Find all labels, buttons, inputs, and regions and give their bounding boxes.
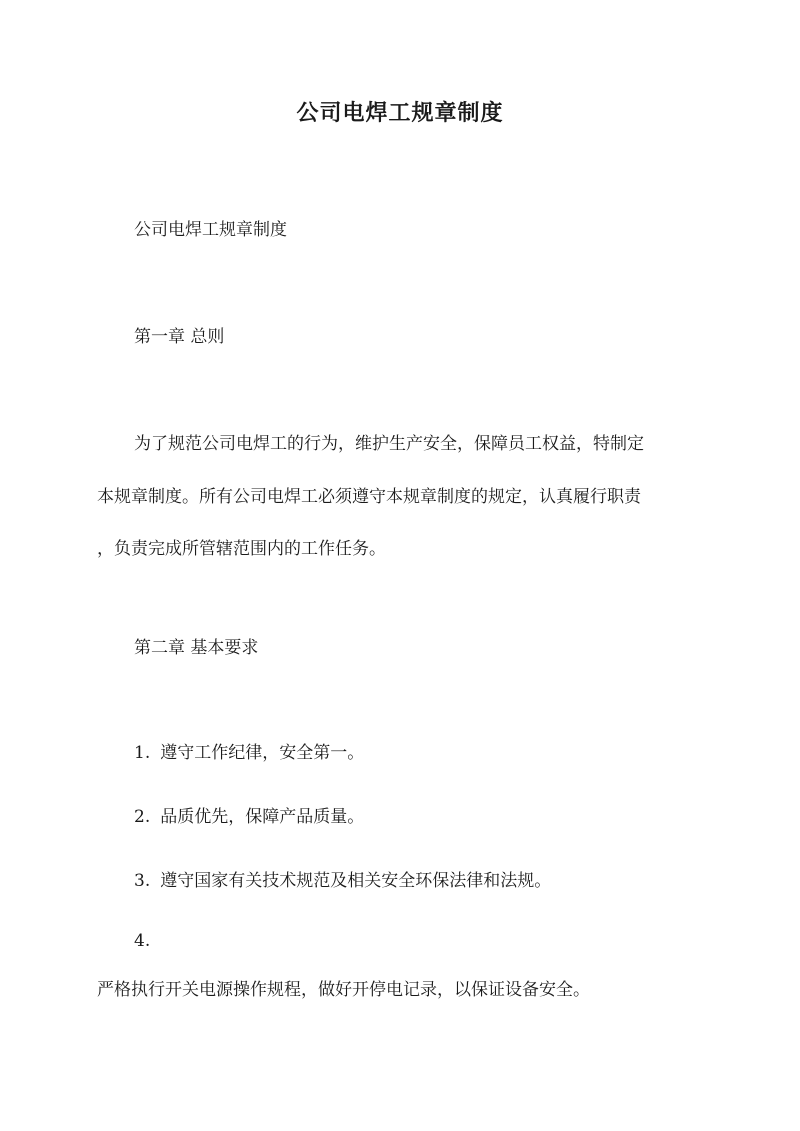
chapter-1-paragraph-line: 本规章制度。所有公司电焊工必须遵守本规章制度的规定，认真履行职责 xyxy=(97,487,641,507)
document-title: 公司电焊工规章制度 xyxy=(296,100,504,126)
chapter-1-heading: 第一章 总则 xyxy=(134,327,225,347)
list-item-number: 3. xyxy=(134,871,151,891)
chapter-2-heading: 第二章 基本要求 xyxy=(134,638,259,658)
chapter-1-paragraph-line: ，负责完成所管辖范围内的工作任务。 xyxy=(97,539,386,559)
list-item xyxy=(134,741,364,765)
list-item-text: 遵守国家有关技术规范及相关安全环保法律和法规。 xyxy=(160,871,552,891)
list-item-number: 4. xyxy=(134,931,151,951)
chapter-1-paragraph-line: 为了规范公司电焊工的行为，维护生产安全，保障员工权益，特制定 xyxy=(134,434,644,454)
list-item-text: 严格执行开关电源操作规程，做好开停电记录，以保证设备安全。 xyxy=(97,980,590,1000)
list-item-text: 品质优先，保障产品质量。 xyxy=(160,807,365,827)
list-item xyxy=(134,869,551,893)
list-item-text: 遵守工作纪律，安全第一。 xyxy=(160,743,365,763)
list-item-number: 1. xyxy=(134,743,151,763)
list-item xyxy=(134,805,364,829)
document-subtitle: 公司电焊工规章制度 xyxy=(134,220,287,240)
list-item-number: 2. xyxy=(134,807,151,827)
